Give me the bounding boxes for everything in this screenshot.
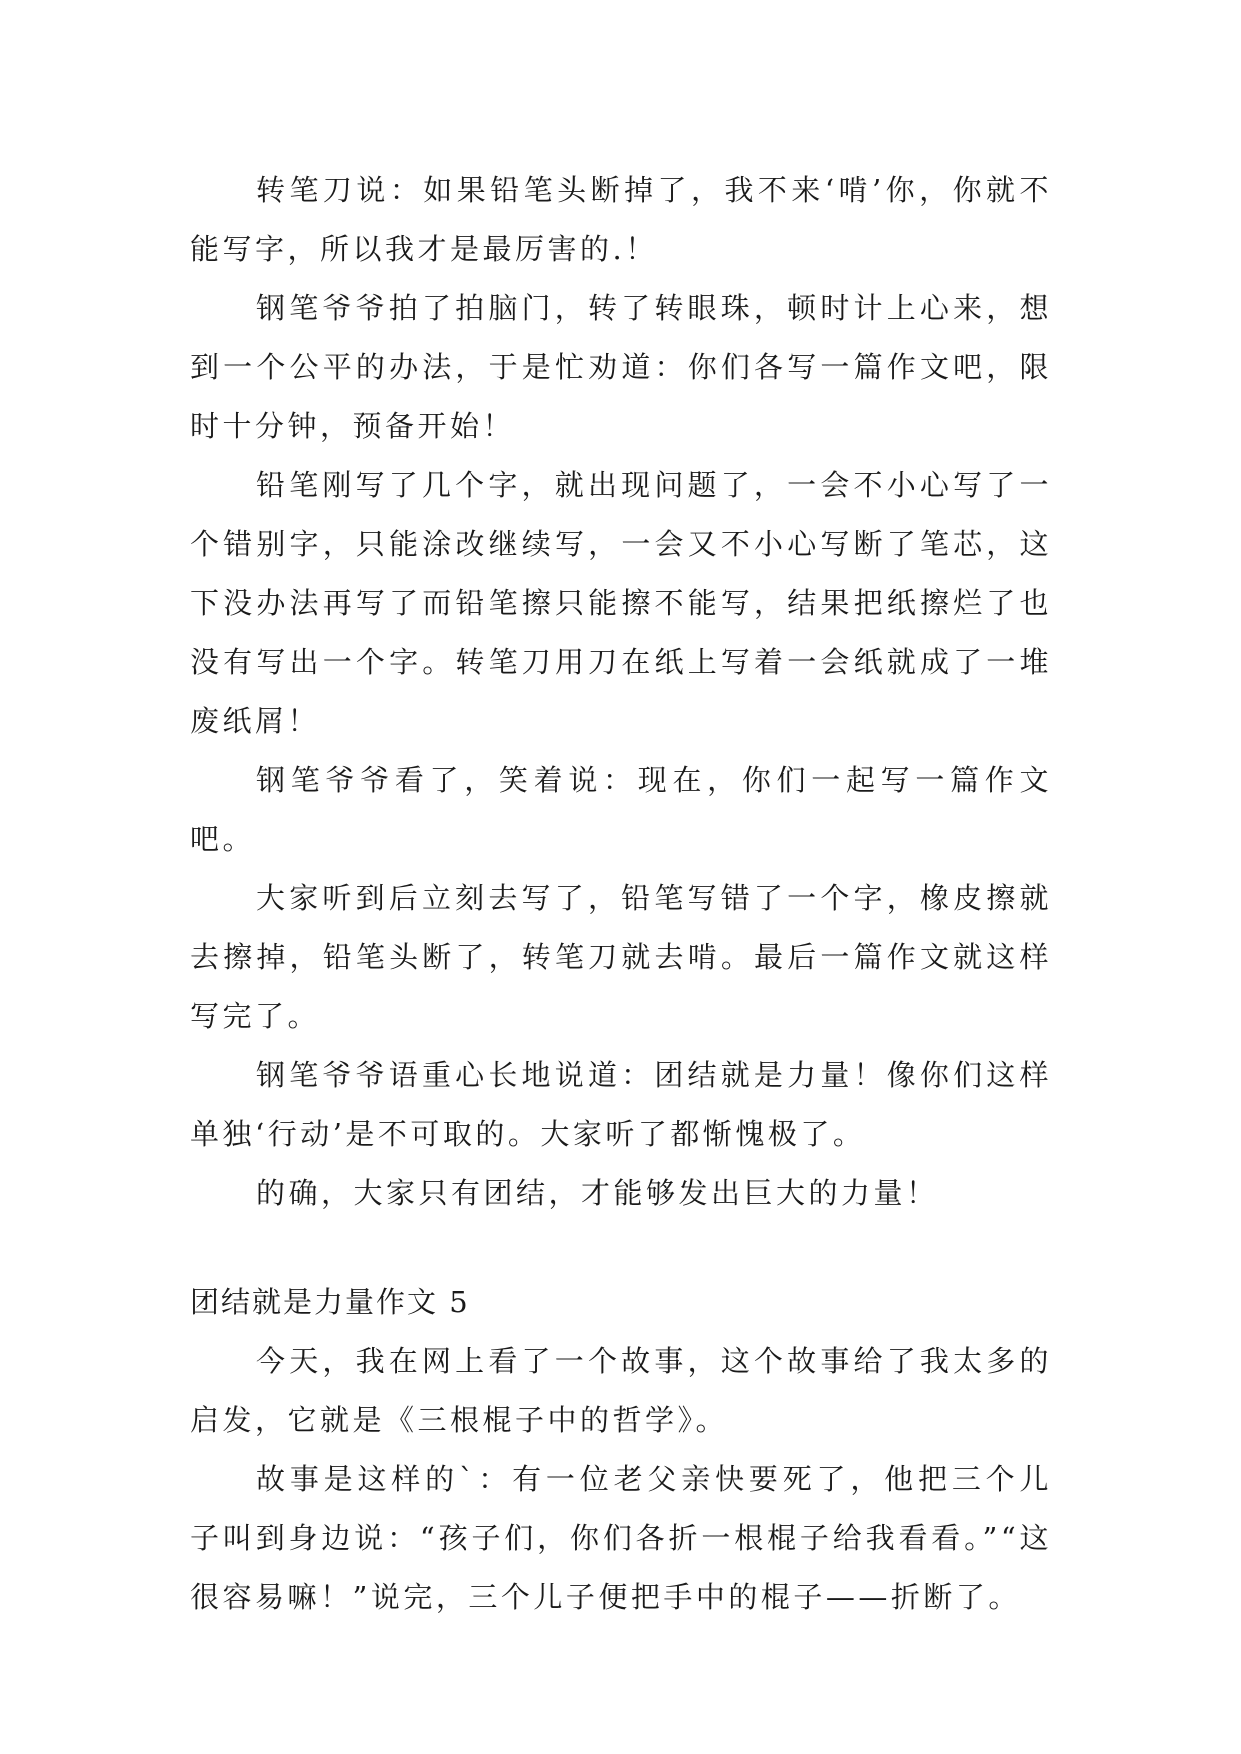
paragraph: 钢笔爷爷拍了拍脑门，转了转眼珠，顿时计上心来，想到一个公平的办法，于是忙劝道：你们各写一篇作文吧，限时十分钟，预备开始！ xyxy=(190,291,1052,443)
paragraph: 钢笔爷爷看了，笑着说：现在，你们一起写一篇作文吧。 xyxy=(190,763,1052,856)
paragraph: 的确，大家只有团结，才能够发出巨大的力量！ xyxy=(256,1176,939,1210)
paragraph: 转笔刀说：如果铅笔头断掉了，我不来‘啃’你，你就不能写字，所以我才是最厉害的.！ xyxy=(190,173,1052,266)
paragraph: 钢笔爷爷语重心长地说道：团结就是力量！像你们这样单独‘行动’是不可取的。大家听了都惭愧极了。 xyxy=(190,1058,1052,1151)
paragraph: 铅笔刚写了几个字，就出现问题了，一会不小心写了一个错别字，只能涂改继续写，一会又不小心写断了笔芯，这下没办法再写了而铅笔擦只能擦不能写，结果把纸擦烂了也没有写出一个字。转笔刀用刀在纸上写着一会纸就成了一堆废纸屑！ xyxy=(190,468,1052,738)
paragraph: 大家听到后立刻去写了，铅笔写错了一个字，橡皮擦就去擦掉，铅笔头断了，转笔刀就去啃。最后一篇作文就这样写完了。 xyxy=(190,881,1052,1033)
paragraph: 故事是这样的`：有一位老父亲快要死了，他把三个儿子叫到身边说：“孩子们，你们各折一根棍子给我看看。”“这很容易嘛！”说完，三个儿子便把手中的棍子——折断了。 xyxy=(190,1462,1052,1614)
section-heading: 团结就是力量作文 5 xyxy=(190,1285,470,1319)
paragraph: 今天，我在网上看了一个故事，这个故事给了我太多的启发，它就是《三根棍子中的哲学》。 xyxy=(190,1344,1052,1437)
document-body xyxy=(190,161,1052,1627)
